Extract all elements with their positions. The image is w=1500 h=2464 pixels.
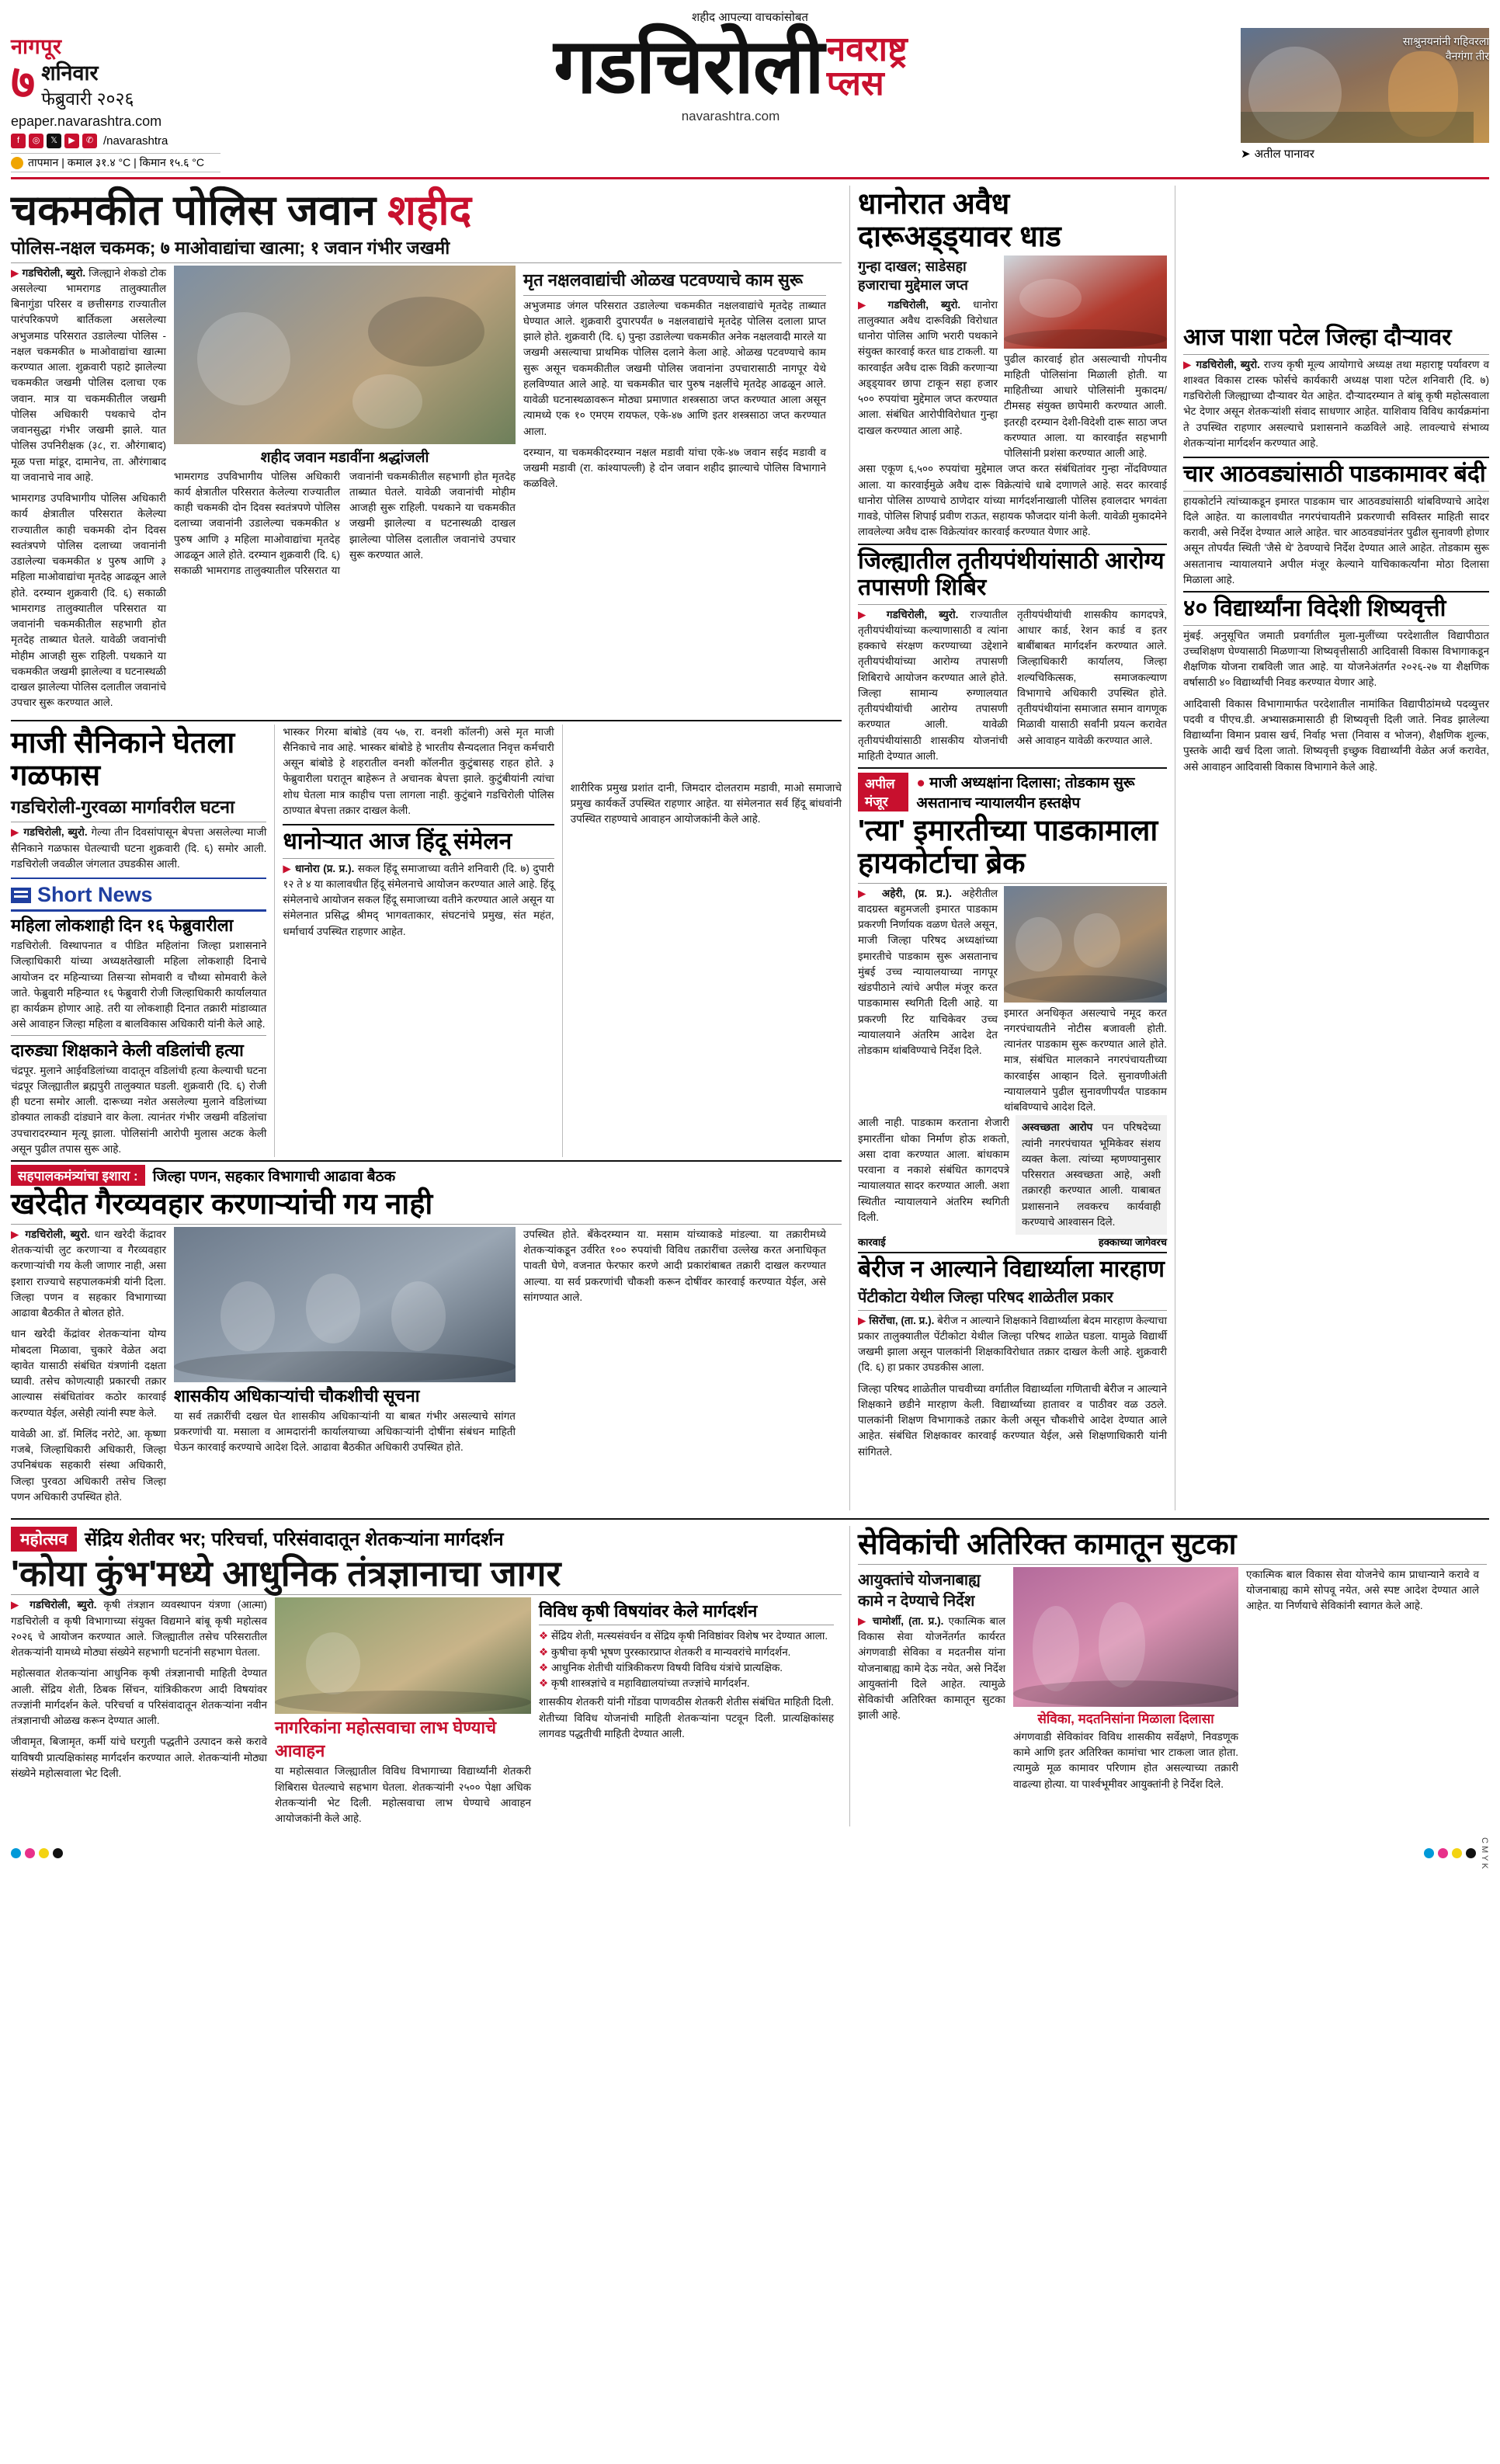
sevika-photo	[1013, 1567, 1238, 1707]
list-item: ❖ सेंद्रिय शेती, मत्स्यसंवर्धन व सेंद्रिय कृषी निविष्ठांवर विशेष भर देण्यात आला.	[539, 1628, 834, 1644]
website-url[interactable]: navarashtra.com	[681, 109, 780, 123]
court-footer-left: कारवाई	[857, 1236, 886, 1249]
bottom-section	[11, 1526, 1489, 1826]
story-maaji-sainik	[11, 725, 266, 1157]
kharedit-names: यावेळी आ. डॉ. मिलिंद नरोटे, आ. कृष्णा गजबे, जिल्हाधिकारी अधिकारी, जिल्हा उपनिबंधक सहकारी संस्था अधिकारी, जिल्हा पुरवठा अधिकारी तसेच जिल्हा पणन अधिकारी उपस्थित होते.	[11, 1427, 166, 1503]
kharedit-body-text: धान खरेदी केंद्रावर शेतकऱ्यांची लुट करणाऱ्या व गैरव्यवहार करणाऱ्यांची गय केली जाणार नाही, असा इशारा राज्याचे सहपालकमंत्री यांनी दिला. जिल्हा पणन व सहकार विभागाच्या आढावा बैठकीत ते बोलत होते.	[11, 1228, 166, 1319]
hindu-body-text: सकल हिंदू समाजाच्या वतीने शनिवारी (दि. ७) दुपारी १२ ते ४ या कालावधीत हिंदू संमेलनाचे आयोजन करण्यात आले आहे. हिंदू संमेलनाचे आयोजन सकल हिंदू समाजाच्या वतीने करण्यात आले असून या संमेलनात प्रसिद्ध श्रीमद् भागवताकार, संघटनांचे प्रमुख, संत महंत, धर्माचार्य उपस्थित राहणार आहेत.	[283, 862, 554, 937]
story-maaji-extra	[283, 725, 554, 1157]
story-ban	[1183, 461, 1489, 588]
lead-photo-caption: शहीद जवान मडावींना श्रद्धांजली	[260, 449, 429, 466]
mahotsav-call-body: या महोत्सवात जिल्ह्यातील विविध विभागाच्या विद्यार्थ्यांनी शेतकरी शिबिरास घेतल्याचे सहभाग घेतला. शेतकऱ्यांनी २५०० पेक्षा अधिक शेतकऱ्यांनी भेट दिली. महोत्सवाचा लाभ घेण्याचे आवाहन आयोजकांनी केले आहे.	[275, 1765, 531, 1825]
masthead-byline-text: अतील पानावर	[1254, 148, 1314, 161]
epaper-url[interactable]: epaper.navarashtra.com	[11, 113, 162, 130]
hindu-body	[283, 861, 554, 940]
story-kharedit	[11, 1165, 842, 1510]
mahotsav-headline: 'कोया कुंभ'मध्ये आधुनिक तंत्रज्ञानाचा जागर	[11, 1553, 561, 1594]
court-kicker: ● माजी अध्यक्षांना दिलासा; तोडकाम सुरू असतानाच न्यायालयीन हस्तक्षेप	[916, 772, 1167, 812]
pasha-dateline: गडचिरोली, ब्युरो.	[1196, 358, 1260, 370]
pasha-headline: आज पाशा पटेल जिल्हा दौऱ्यावर	[1182, 325, 1452, 351]
third-body-text: राज्यातील तृतीयपंथीयांच्या कल्याणासाठी व त्यांना हक्काचे संरक्षण करण्याच्या उद्देशाने तृतीयपंथीयांच्या आरोग्य तपासणी शिबिराचे आयोजन करण्यात आले होते. जिल्हा सामान्य रुग्णालयात तृतीयपंथीयांची आरोग्य तपासणी करण्यात आली. यावेळी तृतीयपंथीयांसाठी शासकीय योजनांची माहिती देण्यात आली.	[857, 608, 1008, 762]
maaji-headline: माजी सैनिकाने घेतला गळफास	[11, 726, 235, 792]
story-pasha	[1183, 325, 1489, 451]
lead-body-mid: अभुजमाड जंगल परिसरात उडालेल्या चकमकीत नक्षलवाद्यांचे मृतदेह ताब्यात घेण्यात आले. शुक्रवारी दुपारपर्यंत ७ नक्षलवाद्यांचे मृतदेह पोलिस दलाला प्राप्त झाले होते. शुक्रवारी (दि. ६) पुन्हा उडालेल्या चकमकीत अनेक नक्षलवादी मारले या जखमी असल्याचा प्राथमिक पोलिस दलाने केला आहे. ओळख पटवण्याचे काम सुरू असून चकमकीतील जखमी पोलिस जवानांना उपचारासाठी नागपूर येथे हलविण्यात आले आहे. या चकमकीत चार पुरुष नक्षलींचे मृतदेह आढळून आले. यावेळी घटनास्थळावरून मोठ्या प्रमाणात शस्त्रसाठा जप्त करण्यात आला असून त्यामध्ये एक १० एमएम रायफल, एके-४७ आणि इतर शस्त्रसाठा जप्त करण्यात आला.	[523, 299, 826, 437]
scholarship-body-text2: आदिवासी विकास विभागामार्फत परदेशातील नामांकित विद्यापीठांमध्ये पदव्युत्तर पदवी व पीएच.डी. अभ्यासक्रमासाठी ही शिष्यवृत्ती दिली जाते. निवड झालेल्या विद्यार्थ्यांना विमान प्रवास खर्च, निर्वाह भत्ता (निवास व भोजन), शैक्षणिक शुल्क, पुस्तके आदी खर्च दिला जातो. शिष्यवृत्ती इच्छुक विद्यार्थ्यांनी वेळेत अर्ज करावेत, असे आवाहन आदिवासी विकास विभागाने केले आहे.	[1182, 697, 1489, 773]
registration-dots-right	[1424, 1837, 1489, 1869]
edition-city: नागपूर	[11, 35, 62, 58]
sevika-photo-block	[1013, 1567, 1238, 1792]
dhanorat-dateline: गडचिरोली, ब्युरो.	[887, 298, 961, 311]
lead-photo-body-text: भामरागड उपविभागीय पोलिस अधिकारी कार्य क्षेत्रातील परिसरात केलेल्या राज्यातील काही चकमकी दोन दिवस स्वतंत्रपणे पोलिस दलाच्या जवानांनी उडालेल्या चकमकीत ४ पुरुष आणि ३ महिला माओवाद्यांचा मृतदेह आढळून आले होते. दरम्यान शुक्रवारी (दि. ६) सकाळी भामरागड तालुक्यातील परिसरात या जवानांनी चकमकीतील सहभागी होत मृतदेह ताब्यात घेतले. यावेळी जवानांची मोहीम आजही सुरू राहिली. पथकाने या चकमकीत जखमी झालेल्या व घटनास्थळी दाखल झालेल्या पोलिस दलातील जवानांचे उपचार सुरू करण्यात आले.	[174, 470, 516, 577]
story-third-gender	[858, 548, 1167, 765]
mahotsav-body-col1	[11, 1597, 267, 1826]
scholarship-headline: ४० विद्यार्थ्यांना विदेशी शिष्यवृत्ती	[1182, 596, 1446, 622]
mahotsav-body-text2: महोत्सवात शेतकऱ्यांना आधुनिक कृषी तंत्रज्ञानाची माहिती देण्यात आली. सेंद्रिय शेती, ठिबक सिंचन, यांत्रिकीकरण आदी विषयांवर तज्ज्ञांनी मार्गदर्शन केले. परिचर्चा व परिसंवादातून शेतकऱ्यांना नवीन तंत्रज्ञानाची ओळख करून देण्यात आली.	[11, 1667, 267, 1727]
story-hindu-extra	[571, 725, 842, 1157]
sevika-block	[858, 1526, 1487, 1826]
lead-photo-block	[174, 266, 516, 717]
lead-subhead: पोलिस-नक्षल चकमक; ७ माओवाद्यांचा खात्मा; १ जवान गंभीर जखमी	[11, 237, 450, 258]
date-month-year: फेब्रुवारी २०२६	[41, 89, 134, 109]
mahotsav-call-block	[275, 1597, 531, 1826]
sevika-photo-caption: सेविका, मदतनिसांना मिळाला दिलासा	[1037, 1711, 1214, 1726]
youtube-icon[interactable]: ▶	[64, 134, 79, 148]
third-body-text2: तृतीयपंथीयांची शासकीय कागदपत्रे, आधार कार्ड, रेशन कार्ड व इतर बाबींबाबत मार्गदर्शन करण्यात आले. जिल्हाधिकारी कार्यालय, जिल्हा शल्यचिकित्सक, समाजकल्याण विभागाचे अधिकारी उपस्थित होते. तृतीयपंथीयांना समाजात समान वागणूक मिळावी यासाठी सर्वांनी प्रयत्न करावेत असे आवाहन यावेळी करण्यात आले.	[1016, 608, 1167, 746]
court-caption-right	[1016, 1115, 1167, 1235]
cmyk-label: C M Y K	[1480, 1837, 1489, 1869]
kharedit-dateline: गडचिरोली, ब्युरो.	[25, 1228, 90, 1240]
lead-dateline: गडचिरोली, ब्युरो.	[22, 266, 86, 279]
sevika-dateline: चामोर्शी, (ता. प्र.).	[872, 1614, 944, 1627]
short-news-header	[11, 883, 266, 912]
paper-title: गडचिरोली	[554, 23, 824, 109]
story-court	[858, 772, 1167, 1249]
lead-photo-body	[174, 469, 516, 579]
dhanorat-body3: असा एकूण ६,५०० रुपयांचा मुद्देमाल जप्त करत संबंधितांवर गुन्हा नोंदविण्यात आला. या कारवाईमुळे अवैध दारू विक्रेत्यांचे धाबे दणाणले आहे. सदर कारवाई धानोरा पोलिस ठाण्याचे ठाणेदार यांच्या मार्गदर्शनाखाली पोलिस हवालदार भगवंता गावडे, पोलिस शिपाई प्रवीण राऊत, सहायक फौजदार यांनी केली. यावेळी मुकादमेने लावलेल्या अवैध दारू विक्रेत्यांवर कारवाई करण्यात येणार आहे.	[857, 463, 1167, 538]
court-caption-right-head: अस्वच्छता आरोप	[1021, 1121, 1093, 1134]
short-news-1-head: महिला लोकशाही दिन १६ फेब्रुवारीला	[11, 916, 234, 936]
kharedit-kicker: जिल्हा पणन, सहकार विभागाची आढावा बैठक	[152, 1168, 396, 1185]
kharedit-badge: सहपालकमंत्र्यांचा इशारा :	[11, 1165, 145, 1186]
mahotsav-dateline: गडचिरोली, ब्युरो.	[30, 1599, 97, 1611]
column-middle	[858, 186, 1167, 1510]
masthead-left	[11, 28, 220, 172]
lead-body-left-text: जिल्ह्याने शेकडो टोक असलेल्या भामरागड तालुक्यातील बिनागुंडा परिसर व छत्तीसगड राज्यातील पारंपरिकपणे बार्तिकला असलेल्या अभुजमाड परिसरात उडालेल्या पोलिस - नक्षल चकमकीत ७ माओवाद्यांचा खात्मा करण्यात आला. शुक्रवारी पहाटे झालेल्या चकमकीत जखमी पोलिस दलाचा एक जवान. मात्र या चकमकीतील जखमी पोलिस अधिकारी पथकाचे दोन जवानसुद्धा गंभीर जखमी झाले. यात पोलिस उपनिरीक्षक (३८, रा. औरंगाबाद) मूळ पत्ता मांडूर, दामानेच, ता. औरंगाबाद या जवानाचे नाव आहे.	[11, 266, 166, 483]
berij-body-text: बेरीज न आल्याने शिक्षकाने विद्यार्थ्याला बेदम मारहाण केल्याचा प्रकार तालुक्यातील पेंटीकोटा येथील जिल्हा परिषद शाळेत घडला. यामुळे विद्यार्थी जखमी झाला असून पालकांनी शिक्षकाविरोधात तक्रार दाखल केली आहे. शुक्रवारी (दि. ६) हा प्रकार उघडकीस आला.	[857, 1314, 1167, 1374]
kharedit-body-col3	[523, 1227, 826, 1510]
story-dhanorat	[858, 189, 1167, 540]
kharedit-body-text4: उपस्थित होते. बँकेदरम्यान या. मसाम यांच्याकडे मांडल्या. या तक्रारीमध्ये शेतकऱ्यांकडून उर्वरित १०० रुपयांची विविध तक्रारींचा उल्लेख करत अनाधिकृत पावती घेणे, वजनात फेरफार करणे आदी प्रकारांबाबत तक्रारी दाखल करण्यात आल्या. या सर्व प्रकरणांची चौकशी करून दोषींवर कारवाई करण्यात येईल, असे सांगण्यात आले.	[523, 1228, 826, 1303]
third-dateline: गडचिरोली, ब्युरो.	[886, 608, 959, 620]
hindu-body2: शारीरिक प्रमुख प्रशांत दानी, जिमदार दोलतराम मडावी, माओ समाजाचे प्रमुख कार्यकर्ते उपस्थित राहणार आहेत. या संमेलनात सर्व हिंदू बांधवांनी उपस्थित राहण्याचे आवाहन आयोजकांनी केले आहे.	[570, 781, 842, 825]
sevika-body2: अंगणवाडी सेविकांवर विविध शासकीय सर्वेक्षणे, निवडणूक कामे आणि इतर अतिरिक्त कामांचा भार टाकला जात होता. त्यामुळे मूळ कामावर परिणाम होत असल्याच्या तक्रारी वाढल्या होत्या. या पार्श्वभूमीवर आयुक्तांनी हे निर्देश दिले.	[1013, 1730, 1238, 1790]
mahotsav-bullets-block	[539, 1597, 834, 1826]
court-body	[858, 886, 998, 1116]
third-headline: जिल्ह्यातील तृतीयपंथीयांसाठी आरोग्य तपासणी शिबिर	[857, 547, 1165, 601]
whatsapp-icon[interactable]: ✆	[82, 134, 97, 148]
column-left	[11, 186, 842, 1510]
masthead-photo-block	[1241, 28, 1489, 162]
mahotsav-bottom-text: शासकीय शेतकरी यांनी गोंडवा पाणवठीस शेतकरी शेतीस संबंधित माहिती दिली. शेतीच्या विविध योजनांची माहिती शेतकऱ्यांना पटवून दिली. प्रात्यक्षिकांसह लागवड पद्धतीची माहिती देण्यात आली.	[539, 1696, 834, 1739]
court-body-text: अहेरीतील वादग्रस्त बहुमजली इमारत पाडकाम प्रकरणी निर्णायक वळण घेतले असून, माजी जिल्हा परिषद अध्यक्षांच्या इमारतीचे पाडकाम सुरू असतानाच मुंबई उच्च न्यायालयाच्या नागपूर खंडपीठाने त्यांचे अपील मंजूर करत पाडकामास स्थगिती दिली आहे. या प्रकरणी रिट याचिकेवर उच्च न्यायालयाने अंतरिम आदेश देत तोडकाम थांबविण्याचे निर्देश दिले.	[857, 887, 998, 1057]
kharedit-body-text2: धान खरेदी केंद्रांवर शेतकऱ्यांना योग्य मोबदला मिळावा, चुकारे वेळेत अदा व्हावेत यासाठी संबंधित यंत्रणांनी दक्षता घ्यावी. तसेच कोणत्याही प्रकारची तक्रार आल्यास संबंधितांवर कठोर कारवाई करण्यात येईल, असेही त्यांनी स्पष्ट केले.	[11, 1328, 166, 1419]
mahotsav-section-line	[11, 1526, 842, 1552]
lead-photo	[174, 266, 516, 444]
sun-icon	[11, 157, 23, 169]
date-day-number: ७	[11, 56, 36, 108]
mahotsav-body-text: कृषी तंत्रज्ञान व्यवस्थापन यंत्रणा (आत्मा) गडचिरोली व कृषी विभागाच्या संयुक्त विद्यमाने बांबू कृषी महोत्सव २०२६ चे आयोजन करण्यात आले. जिल्ह्यातील तसेच परिसरातील शेतकऱ्यांनी यामध्ये मोठ्या संख्येने सहभागी घटनांनी सहभाग घेतला.	[11, 1599, 267, 1659]
dhanorat-subhead: गुन्हा दाखल; साडेसहा हजाराचा मुद्देमाल जप्त	[857, 258, 968, 293]
dhanorat-body2: पुढील कारवाई होत असल्याची गोपनीय माहिती पोलिसांना मिळाली होती. या माहितीच्या आधारे पोलिसांनी मुकादम/टीमसह संयुक्त छापेमारी करण्यात आली. इतरही दरम्यान देशी-विदेशी दारू साठा जप्त करण्यात आला. या कारवाईत सहभागी पोलिसांनी प्रशंसा करण्यात आली आहे.	[1003, 353, 1167, 460]
sevika-headline: सेविकांची अतिरिक्त कामातून सुटका	[858, 1528, 1237, 1562]
berij-body	[858, 1313, 1167, 1460]
short-news-2-head: दारुड्या शिक्षकाने केली वडिलांची हत्या	[11, 1040, 244, 1060]
kharedit-body3: या सर्व तक्रारींची दखल घेत शासकीय अधिकाऱ्यांनी या बाबत गंभीर असल्याचे सांगत प्रकरणांची या. मसाला व आमदारांनी कार्यालयाच्या अधिकाऱ्यांनी दोषींना संबंधन माहिती घेऊन कारवाई करण्याचे आदेश दिले. आढावा बैठकीत अधिकारी उपस्थित होते.	[174, 1409, 516, 1454]
instagram-icon[interactable]: ◎	[29, 134, 43, 148]
pasha-body	[1183, 357, 1489, 452]
list-item: ❖ आधुनिक शेतीची यांत्रिकीकरण विषयी विविध यंत्रांचे प्रात्यक्षिक.	[539, 1660, 834, 1676]
paper-title-secondary: नवराष्ट्र	[826, 30, 908, 68]
short-news-1-body: गडचिरोली. विस्थापनात व पीडित महिलांना जिल्हा प्रशासनाने जिल्हाधिकारी यांच्या अध्यक्षतेखाली महिला लोकशाही दिनाचे आयोजन दर महिन्याच्या तिसऱ्या सोमवारी व चौथ्या सोमवारी केले जाते. फेब्रुवारी महिन्यात १६ फेब्रुवारी रोजी जिल्हाधिकारी कार्यालयात हा कार्यक्रम होणार आहे. तरी या लोकशाही दिनात तक्रारी मांडाव्यात असे आवाहन जिल्हा महिला व बालविकास अधिकारी यांनी केले आहे.	[11, 940, 267, 1030]
pasha-body-text: राज्य कृषी मूल्य आयोगाचे अध्यक्ष तथा महाराष्ट्र पर्यावरण व शाश्वत विकास टास्क फोर्सचे कार्यकारी अध्यक्ष पाशा पटेल शनिवारी (दि. ७) गडचिरोली जिल्ह्याच्या दौऱ्यावर येत आहेत. दौऱ्यादरम्यान ते बांबू कृषी महोत्सवाला भेट देणार असून शेतकऱ्यांशी संवाद साधणार आहेत. याशिवाय विविध कार्यक्रमांना ते उपस्थित राहणार असल्याचे प्रशासनाने कळविले आहे. लावल्याचे संभाव्य शेतकऱ्यांना मार्गदर्शन करण्यात आहे.	[1182, 358, 1489, 449]
masthead-tagline: शहीद आपल्या वाचकांसोबत	[692, 11, 808, 24]
kharedit-subhead: शासकीय अधिकाऱ्यांची चौकशीची सूचना	[174, 1385, 420, 1406]
list-item: ❖ कुषीचा कृषी भूषण पुरस्कारप्राप्त शेतकरी व मान्यवरांचे मार्गदर्शन.	[539, 1645, 834, 1660]
maaji-body-text: गेल्या तीन दिवसांपासून बेपत्ता असलेल्या माजी सैनिकाने गळफास घेतल्याची घटना शुक्रवारी (दि. ६) समोर आली. गडचिरोली जवळील जंगलात उघडकीस आली.	[11, 826, 267, 870]
page-footer	[11, 1833, 1489, 1869]
dhanorat-body	[858, 297, 998, 439]
mahotsav-call-head: नागरिकांना महोत्सवाचा लाभ घेण्याचे आवाहन	[275, 1718, 497, 1761]
masthead-photo	[1241, 28, 1489, 143]
temperature-text: तापमान | कमाल ३१.४ °C | किमान १५.६ °C	[28, 156, 204, 169]
mahotsav-subhead: विविध कृषी विषयांवर केले मार्गदर्शन	[539, 1601, 758, 1621]
lead-story	[11, 189, 842, 717]
paper-title-plus: प्लस	[826, 64, 884, 103]
court-headline: 'त्या' इमारतीच्या पाडकामाला हायकोर्टाचा ब्रेक	[857, 815, 1158, 880]
short-news-item-1	[11, 913, 266, 1033]
court-caption-left: आली नाही. पाडकाम करताना शेजारी इमारतींना धोका निर्माण होऊ शकतो, असा दावा करण्यात आला. बांधकाम परवाना व नकाशे संबंधित कागदपत्रे न्यायालयात सादर करण्यात आली. अशा स्थितीत न्यायालयाने अंतरिम स्थगिती दिली.	[857, 1117, 1009, 1223]
sevika-body	[858, 1614, 1005, 1724]
list-item: ❖ कृषी शास्त्रज्ञांचे व महाविद्यालयांच्या तज्ज्ञांचे मार्गदर्शन.	[539, 1676, 834, 1691]
hindu-dateline: धानोरा (प्र. प्र.).	[294, 862, 355, 874]
berij-headline: बेरीज न आल्याने विद्यार्थ्याला मारहाण	[857, 1256, 1165, 1283]
facebook-icon[interactable]: f	[11, 134, 26, 148]
court-photo	[1004, 886, 1167, 1003]
masthead-photo-caption: साश्रुनयनांनी गहिवरला वैनगंगा तीर	[1402, 35, 1489, 62]
lead-body-left-text2: भामरागड उपविभागीय पोलिस अधिकारी कार्य क्षेत्रातील परिसरात केलेल्या राज्यातील काही चकमकी दोन दिवस स्वतंत्रपणे पोलिस दलाच्या जवानांनी उडालेल्या चकमकीत ४ पुरुष आणि ३ महिला माओवाद्यांचा मृतदेह आढळून आले होते. दरम्यान शुक्रवारी (दि. ६) सकाळी भामरागड तालुक्यातील परिसरात या जवानांनी चकमकीतील सहभागी होत मृतदेह ताब्यात घेतले. यावेळी जवानांची मोहीम आजही सुरू राहिली. पथकाने या चकमकीत जखमी झालेल्या व घटनास्थळी दाखल झालेल्या पोलिस दलातील जवानांचे उपचार सुरू करण्यात आले.	[11, 492, 166, 709]
berij-subhead: पेंटीकोटा येथील जिल्हा परिषद शाळेतील प्रकार	[857, 1288, 1113, 1306]
story-scholarship	[1183, 596, 1489, 775]
mahotsav-kicker: सेंद्रिय शेतीवर भर; परिचर्चा, परिसंवादातून शेतकऱ्यांना मार्गदर्शन	[85, 1529, 504, 1551]
lead-sub-headline: मृत नक्षलवाद्यांची ओळख पटवण्याचे काम सुरू	[523, 269, 803, 290]
court-body2: इमारत अनधिकृत असल्याचे नमूद करत नगरपंचायतीने नोटीस बजावली होती. त्यानंतर पाडकाम सुरू करण्यात आले होते. मात्र, संबंधित मालकाने नगरपंचायतीच्या कारवाईस आव्हान दिले. सुनावणीअंती न्यायालयाने पुढील सुनावणीपर्यंत पाडकाम थांबविण्याचे आदेश दिले.	[1003, 1006, 1167, 1114]
mahotsav-bullet-list	[539, 1628, 834, 1691]
court-badge: अपील मंजूर	[858, 773, 908, 811]
ban-headline: चार आठवड्यांसाठी पाडकामावर बंदी	[1182, 461, 1486, 488]
registration-dots-left	[11, 1848, 63, 1858]
social-handle: /navarashtra	[103, 134, 168, 148]
hindu-headline: धानोऱ्यात आज हिंदू संमेलन	[283, 829, 512, 855]
maaji-dateline: गडचिरोली, ब्युरो.	[23, 826, 88, 839]
third-body	[858, 607, 1167, 765]
lead-headline-highlight: शहीद	[387, 187, 472, 235]
maaji-body2: भास्कर गिरमा बांबोडे (वय ५७, रा. वनशी कॉलनी) असे मृत माजी सैनिकाचे नाव आहे. भास्कर बांबोडे हे भारतीय सैन्यदलात निवृत्त कर्मचारी असून बांबोडे हे शहरातील वनशी कॉलनीत कुटुंबासह राहत होते. ३ फेब्रुवारीला घरातून बाहेरून ते अचानक बेपत्ता झाले. कुटुंबीयांनी त्यांचा शोध घेतला मात्र काहीच पत्ता लागला नाही. कुटुंबाने गडचिरोली पोलिस ठाण्यात बेपत्ता तक्रार दाखल केली.	[283, 725, 554, 816]
court-dateline: अहेरी, (प्र. प्र.).	[881, 887, 952, 899]
court-kicker-line	[858, 772, 1167, 812]
newspaper-icon	[11, 888, 31, 903]
masthead	[11, 8, 1489, 179]
lead-body-right	[523, 266, 826, 717]
social-links[interactable]	[11, 134, 220, 148]
short-news-title: Short News	[37, 883, 153, 907]
scholarship-body-text: मुंबई. अनुसूचित जमाती प्रवर्गातील मुला-मुलींच्या परदेशातील विद्यापीठात उच्चशिक्षण घेण्यासाठी मिळणाऱ्या शिष्यवृत्तीसाठी आदिवासी विकास विभागाकडून शैक्षणिक योजना राबविली जात आहे. या योजनेअंतर्गत २०२६-२७ या शैक्षणिक वर्षासाठी ४० विद्यार्थ्यांची निवड करण्यात येणार आहे.	[1182, 629, 1489, 689]
sevika-left	[858, 1567, 1005, 1792]
weather-strip	[11, 153, 220, 172]
mahotsav-block	[11, 1526, 842, 1826]
maaji-body	[11, 825, 266, 872]
court-footer-right: हक्काच्या जागेवरच	[1098, 1236, 1167, 1249]
arrow-icon: ➤	[1241, 148, 1251, 161]
date-day-name: शनिवार	[41, 61, 99, 85]
lead-headline	[11, 189, 842, 233]
scholarship-body	[1183, 628, 1489, 775]
column-right	[1183, 186, 1489, 1510]
berij-body-text2: जिल्हा परिषद शाळेतील पाचवीच्या वर्गातील विद्यार्थ्याला गणिताची बेरीज न आल्याने शिक्षकाने छडीने मारहाण केली. विद्यार्थ्याच्या हातावर व पाठीवर वळ उठले. पालकांनी शिक्षण विभागाकडे तक्रार केली असून चौकशीचे आदेश देण्यात आले आहेत. संबंधित शिक्षकावर कारवाई करण्यात येईल, असे शिक्षणाधिकारी यांनी सांगितले.	[857, 1382, 1167, 1458]
dhanorat-body-text: धानोरा तालुक्यात अवैध दारूविक्री विरोधात धानोरा पोलिस आणि भरारी पथकाने संयुक्त कारवाई करत धाड टाकली. या कारवाईत अवैध दारू विक्री करणाऱ्या अड्ड्यावर छापा टाकून सहा हजार ५०० रुपयांचा मुद्देमाल जप्त करण्यात आला. संबंधित आरोपीविरोधात गुन्हा दाखल करण्यात आला आहे.	[857, 298, 998, 436]
masthead-logo	[220, 23, 1241, 124]
maaji-subhead: गडचिरोली-गुरवळा मार्गावरील घटना	[11, 797, 235, 818]
ban-body: हायकोर्टाने त्यांच्याकडून इमारत पाडकाम चार आठवड्यांसाठी थांबविण्याचे आदेश दिले आहेत. या कालावधीत नगरपंचायतीने प्रकरणाची सविस्तर माहिती सादर करावी, असे निर्देश देण्यात आले आहेत. चार आठवड्यांनंतर पुढील सुनावणी होणार असून तोपर्यंत स्थिती 'जैसे थे' ठेवण्याचे निर्देश देण्यात आले आहेत. तोडकाम सुरू असतानाच न्यायालयाने अपील मंजूर केल्याने याचिकाकर्त्यांना मोठा दिलासा मिळाला आहे.	[1182, 495, 1489, 586]
dhanorat-photo	[1004, 255, 1167, 349]
berij-dateline: सिरोंचा, (ता. प्र.).	[869, 1314, 935, 1326]
court-caption-right-text: पन परिषदेच्या त्यांनी नगरपंचायत भूमिकेवर संशय व्यक्त केला. त्यांच्या म्हणण्यानुसार परिसरात अस्वच्छता आहे, अशी तक्रारही करण्यात आली. याबाबत प्रशासनाने लवकरच कार्यवाही करण्याचे आश्वासन दिले.	[1021, 1121, 1161, 1228]
mahotsav-photo	[275, 1597, 531, 1714]
page-columns	[11, 186, 1489, 1510]
sevika-body3: एकात्मिक बाल विकास सेवा योजनेचे काम प्राधान्याने करावे व योजनाबाह्य कामे सोपवू नयेत, असे स्पष्ट आदेश देण्यात आले आहेत. या निर्णयाचे सेविकांनी स्वागत केले आहे.	[1246, 1568, 1479, 1612]
kharedit-kicker-line	[11, 1165, 842, 1186]
kharedit-photo-block	[174, 1227, 516, 1510]
story-berij	[858, 1256, 1167, 1460]
mahotsav-tag: महोत्सव	[11, 1527, 77, 1552]
short-news-2-body: चंद्रपूर. मुलाने आईवडिलांच्या वादातून वडिलांची हत्या केल्याची घटना चंद्रपूर जिल्ह्यातील ब्रह्मपुरी तालुक्यात घडली. शुक्रवारी (दि. ६) रोजी ही घटना समोर आली. दारूच्या नशेत असलेल्या मुलाने वडिलांच्या डोक्यात लाकडी दांड्याने वार केला. त्यानंतर गंभीर जखमी वडिलांचा उपचारादरम्यान मृत्यू झाला. पोलिसांनी आरोपी मुलास अटक केली असून पुढील तपास सुरू आहे.	[11, 1064, 267, 1155]
kharedit-headline: खरेदीत गैरव्यवहार करणाऱ्यांची गय नाही	[11, 1188, 433, 1222]
maaji-body-extra	[283, 725, 554, 819]
masthead-byline	[1241, 146, 1489, 162]
sevika-subhead: आयुक्तांचे योजनाबाह्य कामे न देण्याचे निर्देश	[858, 1571, 981, 1610]
x-icon[interactable]: 𝕏	[47, 134, 61, 148]
lead-body-mid2: दरम्यान, या चकमकीदरम्यान नक्षल मडावी यांचा एके-४७ जवान सईद मडावी व जखमी मडावी (रा. कांश्यापल्ली) हे दोन जवान शहीद झाल्याचे पोलिस विभागाने कळविले.	[523, 446, 826, 490]
lead-headline-part1: चकमकीत पोलिस जवान	[11, 187, 388, 235]
lead-body-left	[11, 266, 166, 717]
sevika-body-text: एकात्मिक बाल विकास सेवा योजनेंतर्गत कार्यरत अंगणवाडी सेविका व मदतनीस यांना योजनाबाह्य कामे देऊ नयेत, असे निर्देश आयुक्तांनी दिले आहेत. त्यामुळे सेविकांची अतिरिक्त कामातून सुटका झाली आहे.	[858, 1614, 1005, 1722]
kharedit-photo	[174, 1227, 516, 1382]
dhanorat-headline: धानोरात अवैध दारूअड्ड्यावर धाड	[857, 188, 1061, 253]
mahotsav-body-text3: जीवामृत, बिजामृत, कर्मी यांचे घरगुती पद्धतीने उत्पादन कसे करावे याविषयी प्रात्यक्षिकांसह मार्गदर्शन करण्यात आले. शेतकऱ्यांनी मोठ्या संख्येने महोत्सवाला भेट दिली.	[11, 1736, 267, 1779]
short-news-item-2	[11, 1038, 266, 1158]
kharedit-body-col1	[11, 1227, 166, 1510]
